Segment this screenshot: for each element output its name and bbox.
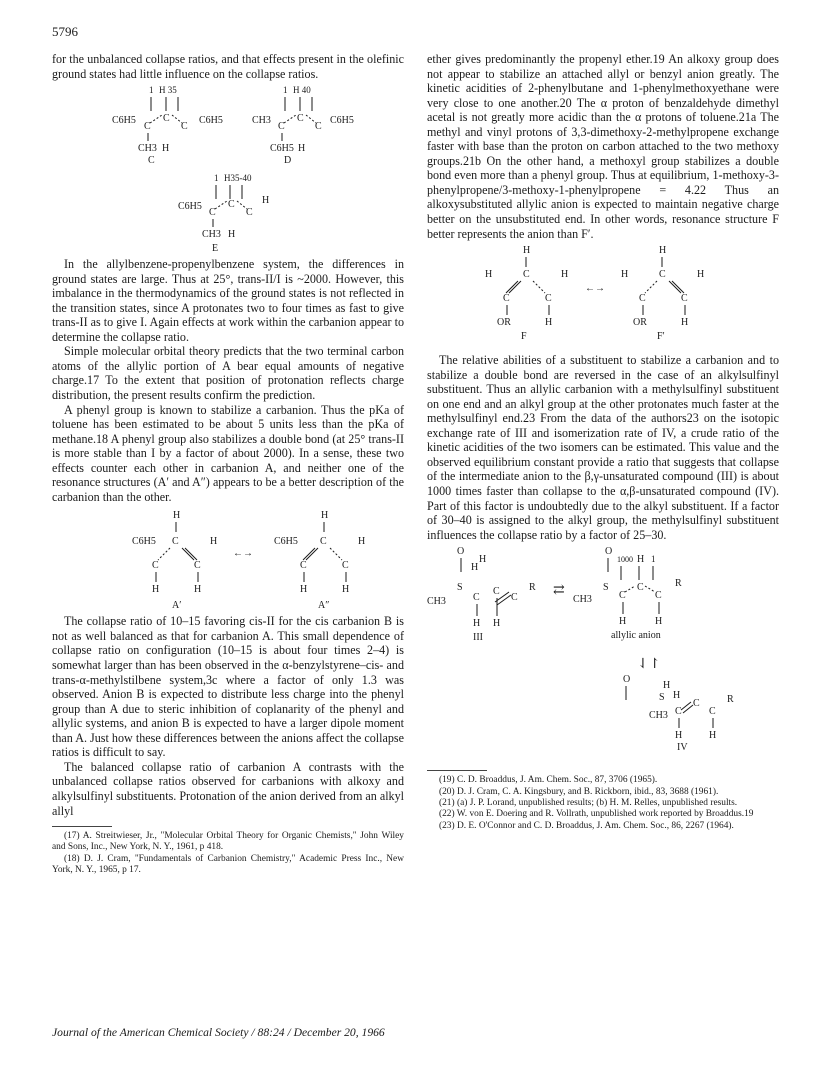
svg-text:H: H — [471, 562, 479, 574]
svg-text:CH3: CH3 — [649, 710, 668, 722]
svg-text:C: C — [181, 121, 188, 133]
svg-text:C: C — [523, 269, 530, 281]
paragraph: ether gives predominantly the propenyl ether.19 An alkoxy group does not appear to stabilize an attached allyl or benzyl anion greatly. The kinetic acidities of 2-phenylbutane and 1-phenylmethoxyethane were very close to one another.20 The α proton of benzaldehyde dimethyl acetal is not greatly more acidic than the α protons of toluene.21a The methyl and vinyl protons of 3,3-dimethoxy-2-methylpropene exchange faster with base than the proton on carbon attached to the two methoxy groups.21b On the other hand, a methoxyl group stabilizes a double bond even more than a phenyl group. Thus at equilibrium, 1-methoxy-3-phenylpropene/3-methoxy-1-phenylpropene = 4.22 Thus an alkoxysubstituted allylic anion is expected to maintain negative charge better on the unsubstituted end. In other words, resonance structure F better represents the anion than F′. — [427, 52, 779, 241]
journal-footer: Journal of the American Chemical Society / 88:24 / December 20, 1966 — [52, 1026, 385, 1039]
paragraph: In the allylbenzene-propenylbenzene system, the differences in ground states are large. Thus at 25°, trans-II/I is ~2000. However, this imbalance in the thermodynamics of the ground states is not reflected in the transition states, since A protonates two to four times as fast to give trans-II as to give I. Again effects at work within the carbanion appear to determine the collapse ratio. — [52, 257, 404, 344]
svg-text:H: H — [619, 616, 627, 628]
svg-text:C: C — [315, 121, 322, 133]
svg-text:C: C — [473, 592, 480, 604]
svg-text:R: R — [529, 582, 536, 594]
svg-text:C: C — [675, 706, 682, 718]
svg-text:OR: OR — [633, 317, 647, 329]
svg-text:H: H — [152, 584, 160, 596]
svg-text:H: H — [173, 510, 181, 522]
svg-text:C: C — [209, 207, 216, 219]
right-column — [427, 52, 779, 832]
svg-text:1: 1 — [214, 173, 219, 184]
svg-text:1: 1 — [651, 554, 656, 565]
label-f: F — [521, 331, 527, 342]
svg-text:CH3: CH3 — [427, 596, 446, 608]
paragraph: A phenyl group is known to stabilize a carbanion. Thus the pKa of toluene has been estimated to be about 5 units less than the pKa of methane.18 A phenyl group also stabilizes a double bond (at 25° trans-II is more stable than I by a factor of about 2000). In a sense, these two effects counter each other in carbanion A, and neither one of the resonance structures (A′ and A″) appears to be a better description of the carbanion than the other. — [52, 402, 404, 504]
svg-text:H: H — [663, 680, 671, 692]
svg-text:⇃↾: ⇃↾ — [637, 657, 661, 673]
svg-text:C: C — [493, 586, 500, 598]
svg-text:C: C — [228, 199, 235, 211]
svg-text:C: C — [637, 582, 644, 594]
svg-text:H: H — [321, 510, 329, 522]
svg-text:C: C — [503, 293, 510, 305]
svg-text:R: R — [727, 694, 734, 706]
footnote-23: (23) D. E. O'Connor and C. D. Broaddus, J. Am. Chem. Soc., 86, 2267 (1964). — [439, 820, 734, 831]
svg-text:S: S — [603, 582, 609, 594]
label-allylic-anion: allylic anion — [611, 630, 661, 642]
footnote-22: (22) W. von E. Doering and R. Vollrath, unpublished work reported by Broaddus.19 — [439, 809, 754, 820]
svg-text:R: R — [675, 578, 682, 590]
svg-text:H: H — [300, 584, 308, 596]
svg-text:CH3: CH3 — [202, 229, 221, 241]
label-a-prime: A′ — [172, 600, 182, 612]
label-d: D — [284, 155, 292, 167]
c6h5-left: C6H5 — [112, 115, 136, 127]
paragraph: Simple molecular orbital theory predicts that the two terminal carbon atoms of the allylic portion of A bear equal amounts of negative charge.17 To the extent that position of protonation reflects charge distribution, the present results confirm the prediction. — [52, 344, 404, 403]
svg-text:H35-40: H35-40 — [224, 173, 252, 184]
svg-text:C: C — [144, 121, 151, 133]
svg-text:H: H — [561, 269, 569, 281]
paragraph: The collapse ratio of 10–15 favoring cis-II for the cis carbanion B is not as well balanced as that for carbanion A. This small dependence of collapse ratio on configuration (10–15 is about four times 2–4) is somewhat larger than has been observed in the α-benzylstyrene–cis- and trans-α-methylstilbene system,3c where a factor of only 1.3 was observed. Anion B is expected to distribute less charge into the phenyl group than A due to steric inhibition of coplanarity of the phenyl and allylic systems, and anion B is expected to have a larger dipole moment than A. Just how these differences between the anions affect the collapse ratios is difficult to say. — [52, 614, 404, 760]
footnote-19: (19) C. D. Broaddus, J. Am. Chem. Soc., 87, 3706 (1965). — [439, 775, 658, 786]
svg-text:C: C — [619, 590, 626, 602]
label-iv: IV — [677, 742, 688, 754]
svg-text:H: H — [210, 536, 218, 548]
structures-c-d-e — [52, 81, 404, 255]
svg-text:H: H — [637, 554, 645, 566]
label-h35: H 35 — [159, 85, 177, 96]
svg-text:C: C — [693, 698, 700, 710]
svg-text:C: C — [709, 706, 716, 718]
svg-text:CH3: CH3 — [252, 115, 271, 127]
svg-text:C: C — [659, 269, 666, 281]
svg-text:C: C — [163, 113, 170, 125]
svg-text:H: H — [493, 618, 501, 630]
svg-text:H: H — [681, 317, 689, 329]
svg-text:C: C — [172, 536, 179, 548]
svg-text:C: C — [639, 293, 646, 305]
svg-text:CH3: CH3 — [573, 594, 592, 606]
svg-text:C: C — [681, 293, 688, 305]
label-c: C — [148, 155, 155, 167]
svg-text:⇄: ⇄ — [553, 583, 565, 599]
svg-text:H: H — [709, 730, 717, 742]
svg-text:S: S — [659, 692, 665, 704]
svg-text:OR: OR — [497, 317, 511, 329]
svg-text:H: H — [162, 143, 170, 155]
label-1: 1 — [149, 85, 154, 96]
label-a-double-prime: A″ — [318, 600, 330, 612]
svg-text:H 40: H 40 — [293, 85, 311, 96]
svg-text:H: H — [655, 616, 663, 628]
footnote-17: (17) A. Streitwieser, Jr., "Molecular Orbital Theory for Organic Chemists," John Wiley and Sons, Inc., New York, N. Y., 1961, p 418. — [52, 831, 404, 853]
label-f-prime: F′ — [657, 331, 665, 342]
svg-text:H: H — [659, 245, 667, 257]
svg-text:H: H — [194, 584, 202, 596]
label-iii: III — [473, 632, 483, 644]
structures-sulfinyl — [427, 542, 779, 754]
svg-text:H: H — [473, 618, 481, 630]
svg-text:C6H5: C6H5 — [132, 536, 156, 548]
svg-text:H: H — [342, 584, 350, 596]
page-number: 5796 — [52, 24, 78, 39]
svg-text:H: H — [675, 730, 683, 742]
svg-text:H: H — [697, 269, 705, 281]
svg-text:H: H — [262, 195, 270, 207]
svg-text:O: O — [623, 674, 631, 686]
footnote-21: (21) (a) J. P. Lorand, unpublished results; (b) H. M. Relles, unpublished results. — [439, 798, 738, 809]
svg-text:H: H — [298, 143, 306, 155]
structures-a-prime — [52, 504, 404, 614]
svg-text:H: H — [621, 269, 629, 281]
svg-text:H: H — [358, 536, 366, 548]
label-e: E — [212, 243, 219, 255]
svg-text:C: C — [342, 560, 349, 572]
svg-text:1: 1 — [283, 85, 288, 96]
svg-text:C6H5: C6H5 — [199, 115, 223, 127]
svg-text:H: H — [673, 690, 681, 702]
paragraph: The relative abilities of a substituent to stabilize a carbanion and to stabilize a double bond are reversed in the case of an alkylsulfinyl substituent. Thus an allylic carbanion with a methylsulfinyl substituent on one end and an alkyl group at the other protonates much faster at the methylsulfinyl end.23 From the data of the authors23 on the isotopic exchange rate of III and isomerization rate of IV, a crude ratio of the kinetic acidities of the two isomers can be estimated. This value and the observed equilibrium constant provide a ratio that suggests that collapse of the intermediate anion to the β,γ-unsaturated compound (III) is about 1000 times faster than collapse to the α,β-unsaturated compound (IV). Part of this factor is undoubtedly due to the alkyl substituent. If a factor of 30–40 is assigned to the alkyl group, the methylsulfinyl substituent influences the collapse ratio by a factor of 25–30. — [427, 353, 779, 542]
footnote-18: (18) D. J. Cram, "Fundamentals of Carbanion Chemistry," Academic Press Inc., New York, N. Y., 1965, p 17. — [52, 853, 404, 876]
svg-text:H: H — [485, 269, 493, 281]
structures-f — [427, 241, 779, 341]
svg-text:C6H5: C6H5 — [178, 201, 202, 213]
svg-text:1000: 1000 — [617, 555, 633, 565]
left-column — [52, 52, 404, 877]
svg-text:C6H5: C6H5 — [274, 536, 298, 548]
paragraph: for the unbalanced collapse ratios, and that effects present in the olefinic ground states had little influence on the collapse ratios. — [52, 52, 404, 81]
svg-text:C: C — [194, 560, 201, 572]
svg-text:C: C — [297, 113, 304, 125]
svg-text:H: H — [479, 554, 487, 566]
svg-text:C: C — [246, 207, 253, 219]
svg-text:C: C — [152, 560, 159, 572]
svg-text:←→: ←→ — [233, 548, 253, 560]
footnote-20: (20) D. J. Cram, C. A. Kingsbury, and B. Rickborn, ibid., 83, 3688 (1961). — [439, 786, 719, 797]
svg-text:C: C — [655, 590, 662, 602]
svg-text:O: O — [457, 546, 465, 558]
footnote-rule — [52, 826, 112, 827]
footnote-rule — [427, 770, 487, 771]
svg-text:CH3: CH3 — [138, 143, 157, 155]
paragraph: The balanced collapse ratio of carbanion A contrasts with the unbalanced collapse ratios observed for carbanions with alkoxy and alkylsulfinyl substituents. Protonation of the anion derived from an alkyl allyl — [52, 759, 405, 818]
svg-text:H: H — [228, 229, 236, 241]
svg-text:S: S — [457, 582, 463, 594]
svg-text:C: C — [278, 121, 285, 133]
svg-text:H: H — [545, 317, 553, 329]
svg-text:O: O — [605, 546, 613, 558]
svg-text:C: C — [300, 560, 307, 572]
svg-text:C6H5: C6H5 — [330, 115, 354, 127]
svg-text:C: C — [320, 536, 327, 548]
svg-text:C: C — [511, 592, 518, 604]
svg-text:←→: ←→ — [585, 283, 605, 295]
svg-text:C: C — [545, 293, 552, 305]
svg-text:C6H5: C6H5 — [270, 143, 294, 155]
svg-text:H: H — [523, 245, 531, 257]
